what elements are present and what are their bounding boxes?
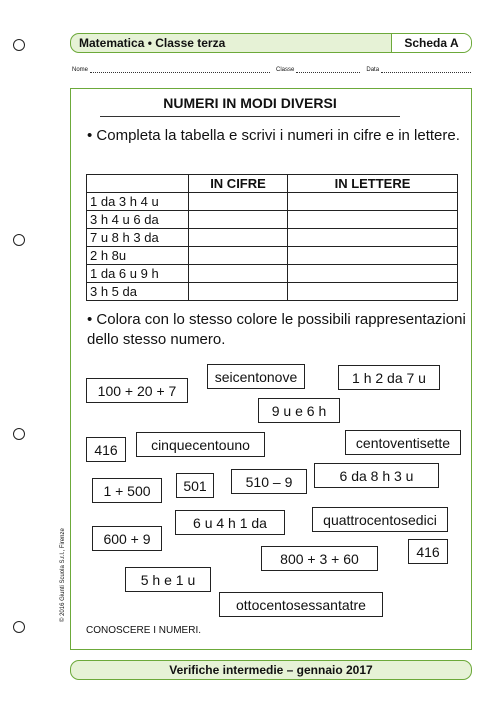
number-card[interactable]: quattrocentosedici (312, 507, 448, 532)
instruction-colors: • Colora con lo stesso colore le possibili rappresentazioni dello stesso numero. (87, 311, 466, 348)
classe-label: Classe (276, 67, 295, 73)
table-cell-number: 2 h 8u (87, 247, 189, 265)
table-cell-lettere[interactable] (288, 229, 458, 247)
copyright-text: © 2016 Giunti Scuola S.r.l., Firenze (60, 528, 66, 622)
table-cell-cifre[interactable] (189, 283, 288, 301)
table-row (87, 193, 458, 211)
table-cell-lettere[interactable] (288, 247, 458, 265)
number-card[interactable]: 600 + 9 (92, 526, 162, 551)
table-row (87, 229, 458, 247)
conversion-table (86, 174, 458, 301)
number-card[interactable]: 9 u e 6 h (258, 398, 340, 423)
number-card[interactable]: 6 u 4 h 1 da (175, 510, 285, 535)
number-card[interactable]: 510 – 9 (231, 469, 307, 494)
number-card[interactable]: 6 da 8 h 3 u (314, 463, 439, 488)
number-card[interactable]: 1 + 500 (92, 478, 162, 503)
binder-hole-icon (13, 39, 25, 51)
table-row (87, 211, 458, 229)
table-header-row (87, 175, 458, 193)
table-cell-number: 3 h 4 u 6 da (87, 211, 189, 229)
instruction-table: • Completa la tabella e scrivi i numeri in cifre e in lettere. (87, 127, 460, 144)
classe-field[interactable] (296, 66, 360, 73)
table-cell-cifre[interactable] (189, 193, 288, 211)
number-card[interactable]: 800 + 3 + 60 (261, 546, 378, 571)
table-cell-number: 3 h 5 da (87, 283, 189, 301)
table-cell-cifre[interactable] (189, 265, 288, 283)
nome-label: Nome (72, 67, 89, 73)
table-cell-cifre[interactable] (189, 229, 288, 247)
table-row (87, 265, 458, 283)
number-card[interactable]: seicentonove (207, 364, 305, 389)
table-header-lettere: IN LETTERE (288, 175, 458, 193)
table-cell-cifre[interactable] (189, 211, 288, 229)
page-title: NUMERI IN MODI DIVERSI (163, 95, 337, 111)
section-label: CONOSCERE I NUMERI. (86, 625, 202, 636)
table-cell-number: 1 da 3 h 4 u (87, 193, 189, 211)
table-cell-number: 1 da 6 u 9 h (87, 265, 189, 283)
table-header-cifre: IN CIFRE (189, 175, 288, 193)
table-row (87, 247, 458, 265)
binder-hole-icon (13, 428, 25, 440)
header-scheda-label: Scheda A (391, 34, 471, 52)
table-cell-lettere[interactable] (288, 193, 458, 211)
number-card[interactable]: 501 (176, 473, 214, 498)
footer-bar: Verifiche intermedie – gennaio 2017 (70, 660, 472, 680)
table-header-empty (87, 175, 189, 193)
header-bar (70, 33, 472, 53)
binder-hole-icon (13, 234, 25, 246)
title-divider (100, 116, 400, 117)
number-card[interactable]: 1 h 2 da 7 u (338, 365, 440, 390)
data-field[interactable] (381, 66, 471, 73)
table-cell-lettere[interactable] (288, 283, 458, 301)
binder-hole-icon (13, 621, 25, 633)
number-card[interactable]: ottocentosessantatre (219, 592, 383, 617)
table-cell-number: 7 u 8 h 3 da (87, 229, 189, 247)
number-card[interactable]: cinquecentouno (136, 432, 265, 457)
table-cell-lettere[interactable] (288, 211, 458, 229)
number-card[interactable]: 416 (86, 437, 126, 462)
table-cell-cifre[interactable] (189, 247, 288, 265)
number-card[interactable]: centoventisette (345, 430, 461, 455)
header-subject: Matematica • Classe terza (79, 36, 226, 50)
number-card[interactable]: 100 + 20 + 7 (86, 378, 188, 403)
table-cell-lettere[interactable] (288, 265, 458, 283)
number-card[interactable]: 5 h e 1 u (125, 567, 211, 592)
student-fields (72, 66, 472, 73)
number-card[interactable]: 416 (408, 539, 448, 564)
data-label: Data (366, 67, 380, 73)
nome-field[interactable] (90, 66, 270, 73)
table-row (87, 283, 458, 301)
